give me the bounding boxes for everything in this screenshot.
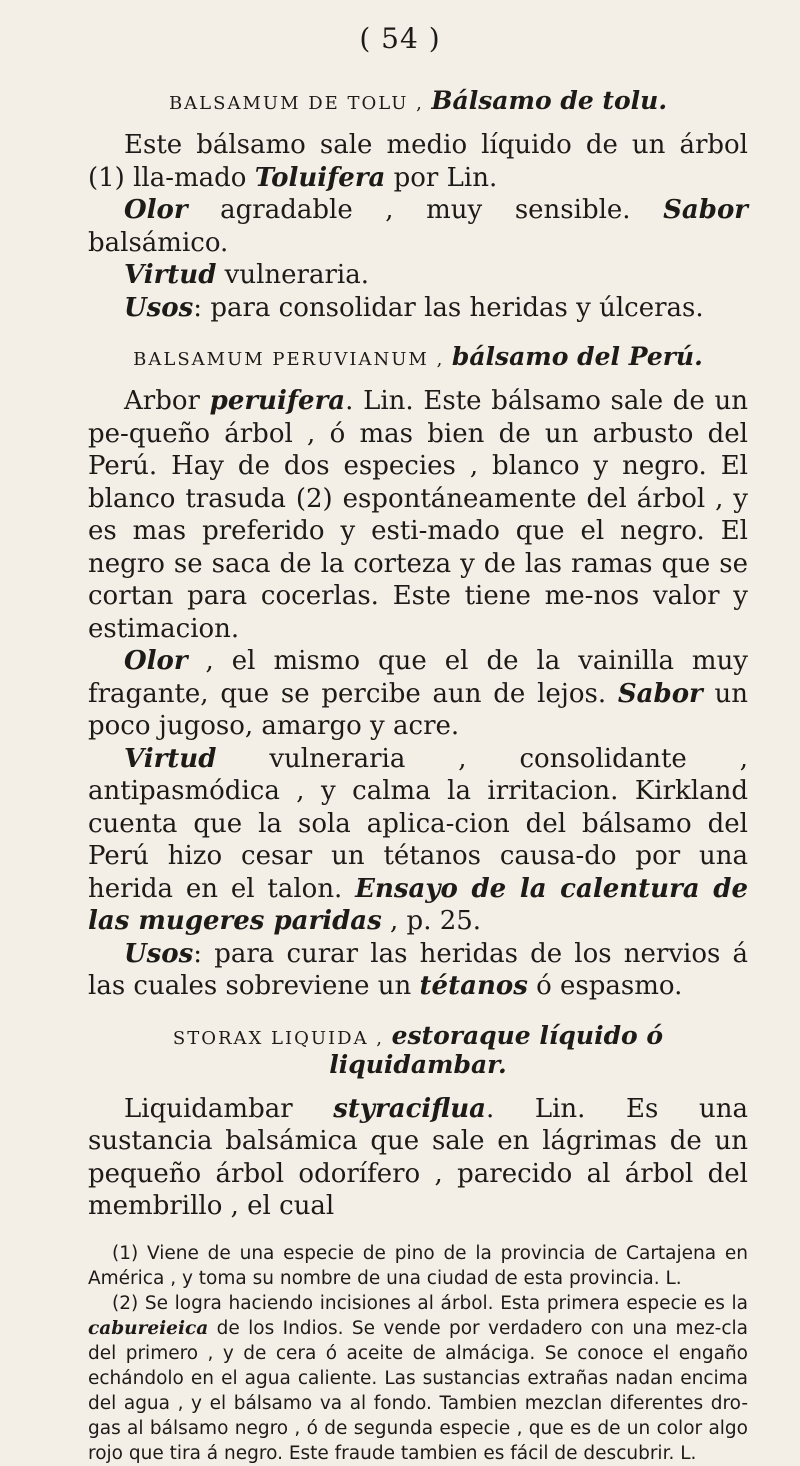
footnote: (2) Se logra haciendo incisiones al árbol. Esta primera especie es la cabureieica de los Indios. Se vende por verdadero con una mez-cla del primero , y de cera ó aceite de almáciga. Se conoce el engaño echándolo en el agua caliente. Las sustancias extrañas nadan encima del agua , y el bálsamo va al fondo. Tambien mezclan diferentes dro-gas al bálsamo negro , ó de segunda especie , que es de un color algo rojo que tira á negro. Este fraude tambien es fácil de descubrir. L. — [88, 1292, 748, 1464]
heading-latin-name: BALSAMUM PERUVIANUM , — [133, 349, 445, 370]
paragraph: Olor , el mismo que el de la vainilla muy fragante, que se percibe aun de lejos. Sabor un poco jugoso, amargo y acre. — [88, 646, 748, 741]
heading-spanish-name: bálsamo del Perú. — [451, 342, 703, 371]
footnotes — [88, 1241, 748, 1466]
footnote: (1) Viene de una especie de pino de la provincia de Cartajena en América , y toma su nombre de una ciudad de esta provincia. L. — [88, 1242, 748, 1289]
paragraph: Virtud vulneraria. — [124, 260, 369, 290]
heading-spanish-name: estoraque líquido ó liquidambar. — [329, 1020, 664, 1079]
paragraph: Este bálsamo sale medio líquido de un árbol (1) lla-mado Toluifera por Lin. — [88, 130, 748, 193]
paragraph: Liquidambar styraciflua. Lin. Es una sustancia balsámica que sale en lágrimas de un pequeño árbol odorífero , parecido al árbol del membrillo , el cual — [88, 1093, 748, 1221]
paragraph: Usos: para curar las heridas de los nervios á las cuales sobreviene un tétanos ó espasmo. — [88, 938, 748, 1001]
paragraph: Virtud vulneraria , consolidante , antipasmódica , y calma la irritacion. Kirkland cuenta que la sola aplica-cion del bálsamo del Perú hizo cesar un tétanos causa-do por una herida en el talon. Ensayo de la calentura de las mugeres paridas , p. 25. — [88, 743, 748, 936]
page-text — [88, 68, 748, 1466]
section-heading-storax — [88, 1021, 748, 1079]
paragraph: Usos: para consolidar las heridas y úlceras. — [124, 292, 704, 323]
heading-latin-name: BALSAMUM DE TOLU , — [168, 93, 424, 114]
section-heading-tolu — [88, 86, 748, 115]
heading-latin-name: STORAX LIQUIDA , — [172, 1027, 385, 1049]
section-heading-peru — [88, 342, 748, 371]
paragraph: Arbor peruifera. Lin. Este bálsamo sale de un pe-queño árbol , ó mas bien de un arbusto del Perú. Hay de dos especies , blanco y negro. El blanco trasuda (2) espontáneamente del árbol , y es mas preferido y esti-mado que el negro. El negro se saca de la corteza y de las ramas que se cortan para cocerlas. Este tiene me-nos valor y estimacion. — [88, 386, 749, 644]
paragraph: Olor agradable , muy sensible. Sabor balsámico. — [88, 195, 748, 258]
page-number: ( 54 ) — [359, 22, 441, 55]
heading-spanish-name: Bálsamo de tolu. — [431, 86, 668, 115]
